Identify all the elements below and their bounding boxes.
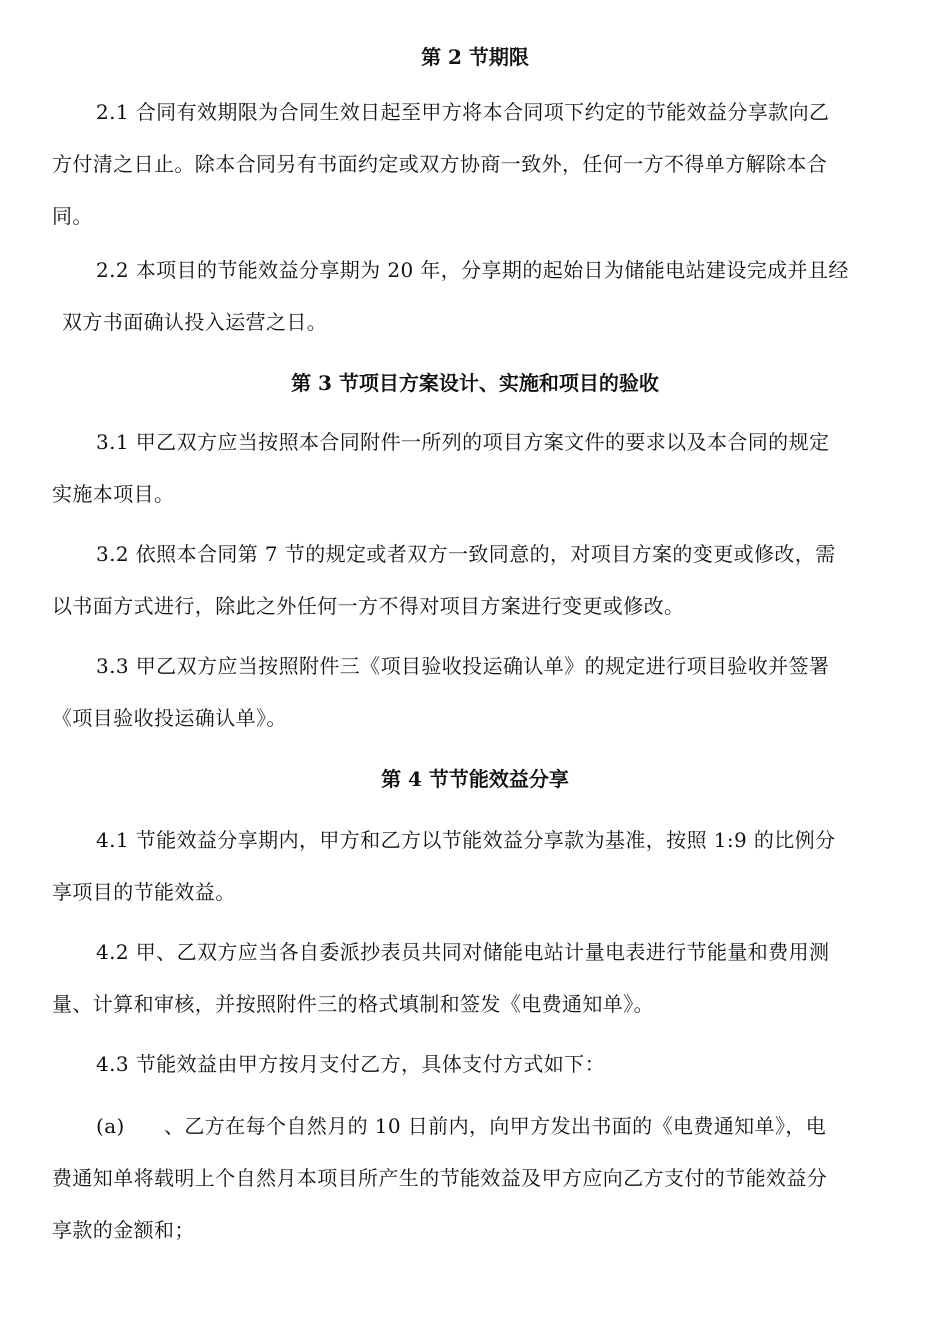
clause-2-2-line-2: 双方书面确认投入运营之日。 [62,310,328,334]
clause-4-3-a-line-2: 费通知单将载明上个自然月本项目所产生的节能效益及甲方应向乙方支付的节能效益分 [52,1166,828,1190]
clause-4-3-a-line-1 [52,1100,902,1152]
clause-3-1-line-2: 实施本项目。 [52,482,175,506]
item-a-text: 、乙方在每个自然月的 10 日前内，向甲方发出书面的《电费通知单》，电 [164,1114,827,1138]
clause-3-2 [52,528,902,632]
clause-4-1-line-2: 享项目的节能效益。 [52,880,236,904]
clause-4-2-line-1: 4.2 甲、乙双方应当各自委派抄表员共同对储能电站计量电表进行节能量和费用测 [96,940,830,964]
clause-4-3-line-1: 4.3 节能效益由甲方按月支付乙方，具体支付方式如下： [96,1052,605,1076]
clause-3-2-line-2: 以书面方式进行，除此之外任何一方不得对项目方案进行变更或修改。 [52,594,685,618]
section-2-heading: 第 2 节期限 [421,45,529,69]
section-4-heading: 第 4 节节能效益分享 [381,767,569,791]
clause-4-3 [52,1038,902,1090]
clause-4-2 [52,926,902,1030]
clause-3-3 [52,640,902,744]
clause-4-3-a [52,1100,902,1256]
clause-2-1-line-1: 2.1 合同有效期限为合同生效日起至甲方将本合同项下约定的节能效益分享款向乙 [96,100,830,124]
clause-3-1-line-1: 3.1 甲乙双方应当按照本合同附件一所列的项目方案文件的要求以及本合同的规定 [96,430,830,454]
clause-2-1 [52,86,902,242]
clause-4-1 [52,814,902,918]
clause-3-3-line-2: 《项目验收投运确认单》。 [52,706,287,730]
clause-4-1-line-1: 4.1 节能效益分享期内，甲方和乙方以节能效益分享款为基准，按照 1:9 的比例分 [96,828,836,852]
clause-3-2-line-1: 3.2 依照本合同第 7 节的规定或者双方一致同意的，对项目方案的变更或修改，需 [96,542,836,566]
clause-4-3-a-line-3: 享款的金额和； [52,1218,195,1242]
clause-2-2-line-1: 2.2 本项目的节能效益分享期为 20 年，分享期的起始日为储能电站建设完成并且经 [96,258,849,282]
clause-3-3-line-1: 3.3 甲乙双方应当按照附件三《项目验收投运确认单》的规定进行项目验收并签署 [96,654,830,678]
clause-2-1-line-2: 方付清之日止。除本合同另有书面约定或双方协商一致外，任何一方不得单方解除本合 [52,152,828,176]
clause-3-1 [52,416,902,520]
section-3-heading: 第 3 节项目方案设计、实施和项目的验收 [291,371,659,395]
clause-2-2 [52,244,902,348]
clause-4-2-line-2: 量、计算和审核，并按照附件三的格式填制和签发《电费通知单》。 [52,992,654,1016]
item-a-label: (a) [96,1114,125,1138]
clause-2-1-line-3: 同。 [52,204,93,228]
